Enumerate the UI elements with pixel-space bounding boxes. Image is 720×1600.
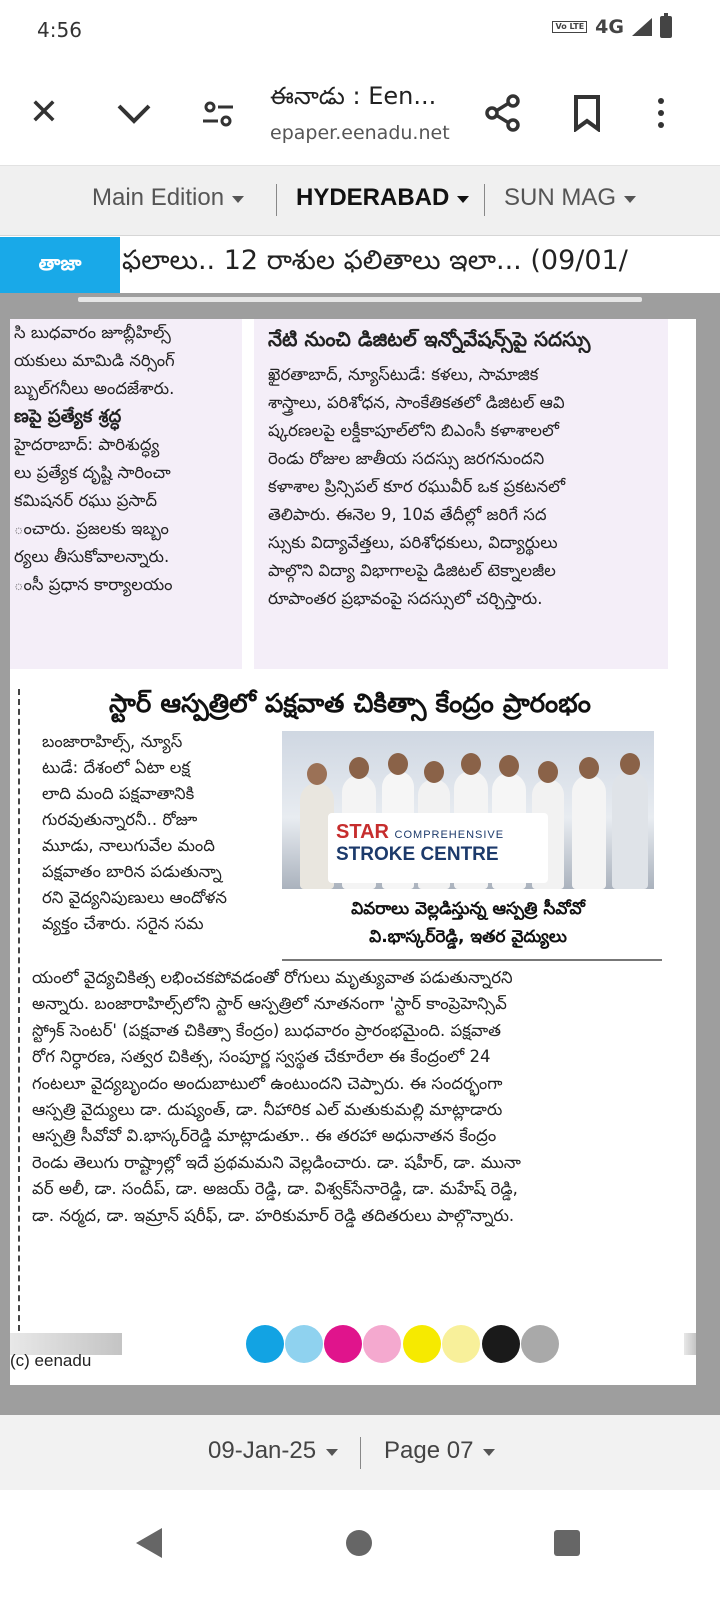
article-line: రూపాంతర ప్రభావంపై సదస్సులో చర్చిస్తారు. (268, 589, 543, 608)
main-edition-label: Main Edition (92, 184, 225, 211)
recents-icon[interactable] (554, 1530, 580, 1556)
system-nav-bar (0, 1490, 720, 1600)
city-edition-dropdown[interactable] (296, 184, 469, 212)
article-line: హైదరాబాద్: పారిశుద్ధ్య (14, 435, 160, 454)
caret-down-icon (326, 1449, 338, 1456)
story-line: రెండు తెలుగు రాష్ట్రాల్లో ఇదే ప్రథమమని వెల్లడించారు. డా. షహీర్, డా. మునా (32, 1152, 521, 1172)
article-subheading: ణపై ప్రత్యేక శ్రద్ధ (14, 406, 122, 427)
left-top-article (10, 319, 242, 669)
browser-toolbar (0, 62, 720, 166)
status-bar (0, 0, 720, 62)
more-vert-icon[interactable] (646, 88, 676, 138)
story-line: వర్ అలీ, డా. సందీప్, డా. అజయ్ రెడ్డి, డా. విశ్వక్‌సేనారెడ్డి, డా. మహేష్ రెడ్డి, (32, 1179, 518, 1199)
bookmark-icon[interactable] (564, 90, 610, 136)
story-intro (42, 729, 284, 937)
article-line: బ్బుల్‌గనీలు అందజేశారు. (14, 379, 175, 398)
page-selector-bar (0, 1415, 720, 1490)
caret-down-icon (624, 196, 636, 203)
sun-mag-label: SUN MAG (504, 184, 617, 211)
tune-icon[interactable] (196, 92, 240, 136)
story-line: రోగ నిర్ధారణ, సత్వర చికిత్స, సంపూర్ణ స్వస్థత చేకూరేలా ఈ కేంద్రంలో 24 (32, 1047, 491, 1067)
article-line: స్సుకు విద్యావేత్తలు, పరిశోధకులు, విద్యార్థులు (268, 533, 558, 552)
ticker-tag: తాజా (0, 237, 120, 293)
article-line: లు ప్రత్యేక దృష్టి సారించా (14, 463, 171, 482)
story-line: స్ట్రోక్ సెంటర్' (పక్షవాత చికిత్సా కేంద్రం) బుధవారం ప్రారంభమైంది. పక్షవాత (32, 1020, 501, 1040)
caption-line: వివరాలు వెల్లడిస్తున్న ఆస్పత్రి సీవోవో (351, 899, 585, 919)
story-body (32, 965, 668, 1229)
story-line: డా. నర్మద, డా. ఇమ్రాన్ షరీఫ్, డా. హరికుమార్ రెడ్డి తదితరులు పాల్గొన్నారు. (32, 1205, 515, 1225)
edition-bar (0, 166, 720, 236)
page-dropdown[interactable] (384, 1437, 495, 1465)
story-line: బంజారాహిల్స్, న్యూస్ (42, 732, 183, 751)
article-line: ర్యలు తీసుకోవాలన్నారు. (14, 547, 170, 566)
swatch-grey (521, 1325, 559, 1363)
swatch-black (482, 1325, 520, 1363)
story-photo (282, 731, 654, 889)
share-icon[interactable] (480, 90, 526, 136)
article-line: ష్కరణలపై లక్డీకాపూల్‌లోని బిఎంసీ కళాశాలలో (268, 421, 559, 440)
banner-stroke-centre: STROKE CENTRE (336, 844, 499, 865)
article-line: పాల్గొని విద్యా విభాగాలపై డిజిటల్ టెక్నాలజీల (268, 561, 556, 580)
epaper-viewer[interactable] (0, 293, 720, 1415)
article-line: ంచారు. ప్రజలకు ఇబ్బం (14, 519, 169, 538)
close-icon[interactable]: ✕ (28, 91, 60, 133)
story-headline: స్టార్ ఆస్పత్రిలో పక్షవాత చికిత్సా కేంద్రం ప్రారంభం (109, 689, 591, 719)
swatch-light-cyan (285, 1325, 323, 1363)
divider (360, 1437, 361, 1469)
horizontal-scrollbar[interactable] (78, 297, 642, 302)
caret-down-icon (457, 196, 469, 203)
story-line: గంటలూ వైద్యబృందం అందుబాటులో ఉంటుందని చెప్పారు. ఈ సందర్భంగా (32, 1073, 503, 1093)
volte-icon: Vo LTE (552, 21, 587, 33)
copyright-text: (c) eenadu (10, 1351, 92, 1370)
banner-comprehensive: COMPREHENSIVE (394, 829, 505, 841)
swatch-light-yellow (442, 1325, 480, 1363)
news-ticker[interactable] (0, 237, 720, 293)
article-line: సి బుధవారం జూబ్లీహిల్స్ (14, 323, 171, 342)
story-line: ఆస్పత్రి వైద్యులు డా. దుష్యంత్, డా. నీహారిక ఎల్ మతుకుమల్లి మాట్లాడారు (32, 1100, 503, 1120)
article-line: తెలిపారు. ఈనెల 9, 10వ తేదీల్లో జరిగే సద (268, 505, 547, 524)
network-type: 4G (595, 16, 624, 38)
main-edition-dropdown[interactable] (92, 184, 244, 212)
back-icon[interactable] (136, 1528, 162, 1558)
newspaper-page[interactable] (10, 319, 696, 1385)
caret-down-icon (483, 1449, 495, 1456)
article-line: రెండు రోజుల జాతీయ సదస్సు జరగనుందని (268, 449, 545, 468)
status-time: 4:56 (37, 18, 82, 42)
date-dropdown[interactable] (208, 1437, 338, 1465)
home-icon[interactable] (346, 1530, 372, 1556)
story-line: వ్యక్తం చేశారు. సరైన సమ (42, 914, 204, 933)
story-line: గురవుతున్నారనీ.. రోజూ (42, 810, 198, 829)
chevron-down-icon[interactable] (112, 92, 156, 136)
swatch-light-magenta (363, 1325, 401, 1363)
right-top-article (254, 319, 668, 669)
battery-icon (660, 16, 672, 38)
story-line: ఆస్పత్రి సీవోవో వి.భాస్కర్‌రెడ్డి మాట్లాడుతూ.. ఈ తరహా అధునాతన కేంద్రం (32, 1126, 497, 1146)
article-line: ఖైరతాబాద్, న్యూస్‌టుడే: కళలు, సామాజిక (268, 365, 539, 384)
page-url[interactable]: epaper.eenadu.net (270, 122, 450, 144)
swatch-yellow (403, 1325, 441, 1363)
photo-caption (282, 895, 654, 951)
divider (276, 184, 277, 216)
ticker-text[interactable]: ఫలాలు.. 12 రాశుల ఫలితాలు ఇలా... (09/01/ (122, 245, 628, 276)
article-line: కమిషనర్ రఘు ప్రసాద్ (14, 491, 158, 510)
story-line: మూడు, నాలుగువేల మంది (42, 836, 215, 855)
color-registration-strip (10, 1325, 696, 1365)
story-line: పక్షవాతం బారిన పడుతున్నా (42, 862, 222, 881)
article-headline: నేటి నుంచి డిజిటల్ ఇన్నోవేషన్స్‌పై సదస్సు (268, 327, 591, 351)
status-icons (552, 16, 672, 38)
story-line: అన్నారు. బంజారాహిల్స్‌లోని స్టార్ ఆస్పత్రిలో నూతనంగా 'స్టార్ కాంప్రెహెన్సివ్ (32, 994, 507, 1014)
story-line: లాది మంది పక్షవాతానికి (42, 784, 195, 803)
story-line: రని వైద్యనిపుణులు ఆందోళన (42, 888, 227, 907)
swatch-cyan (246, 1325, 284, 1363)
signal-icon (632, 18, 652, 36)
article-line: కళాశాల ప్రిన్సిపల్ కూర రఘువీర్ ఒక ప్రకటనలో (268, 477, 566, 496)
divider (484, 184, 485, 216)
page-title[interactable]: ఈనాడు : Een... (270, 82, 437, 110)
article-line: శాస్త్రాలు, పరిశోధన, సాంకేతికతలో డిజిటల్ ఆవి (268, 393, 565, 412)
story-line: యంలో వైద్యచికిత్స లభించకపోవడంతో రోగులు మృత్యువాత పడుతున్నారని (32, 968, 513, 987)
sun-mag-dropdown[interactable] (504, 184, 636, 212)
story-line: టుడే: దేశంలో ఏటా లక్ష (42, 758, 191, 777)
page-number-label: Page 07 (384, 1437, 474, 1464)
caret-down-icon (232, 196, 244, 203)
article-line: ంసీ ప్రధాన కార్యాలయం (14, 575, 173, 594)
stroke-centre-banner (328, 813, 548, 883)
swatch-magenta (324, 1325, 362, 1363)
banner-star: STAR (336, 821, 389, 843)
date-label: 09-Jan-25 (208, 1437, 317, 1464)
city-edition-label: HYDERABAD (296, 184, 450, 211)
column-divider (18, 689, 20, 1341)
caption-line: వి.భాస్కర్‌రెడ్డి, ఇతర వైద్యులు (369, 927, 567, 947)
caption-rule (282, 959, 662, 961)
article-line: యకులు మామిడి నర్సింగ్ (14, 351, 175, 370)
grey-strip (684, 1333, 696, 1355)
